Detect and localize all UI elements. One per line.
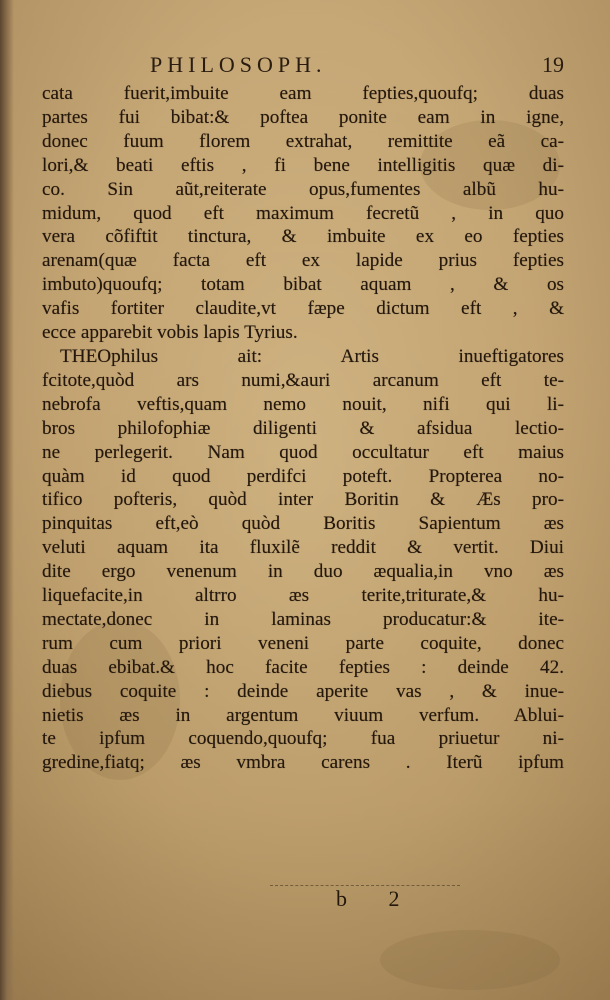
text-line: quàm id quod perdifci poteft. Propterea no-: [42, 465, 564, 487]
text-line: veluti aquam ita fluxilẽ reddit & vertit. Diui: [42, 537, 564, 559]
text-line: vafis fortiter claudite,vt fæpe dictum eft , &: [42, 298, 564, 320]
text-line: nebrofa veftis,quam nemo nouit, nifi qui li-: [42, 393, 564, 415]
text-line: diebus coquite : deinde aperite vas , & inue-: [42, 680, 564, 702]
paragraph-start-line: THEOphilus ait: Artis inueftigatores: [60, 345, 564, 367]
text-line: mectate,donec in laminas producatur:& ite-: [42, 608, 564, 630]
text-line: imbuto)quoufq; totam bibat aquam , & os: [42, 274, 564, 296]
binding-shadow: [0, 0, 14, 1000]
signature-mark: b 2: [336, 886, 418, 911]
text-line: te ipfum coquendo,quoufq; fua priuetur ni-: [42, 728, 564, 750]
paper-stain: [380, 930, 560, 990]
text-line: lori,& beati eftis , fi bene intelligitis quæ di-: [42, 154, 564, 176]
text-line: tifico pofteris, quòd inter Boritin & Æs pro-: [42, 489, 564, 511]
page-header: [40, 52, 570, 82]
text-line: bros philofophiæ diligenti & afsidua lectio-: [42, 417, 564, 439]
text-line: fcitote,quòd ars numi,&auri arcanum eft te-: [42, 369, 564, 391]
text-line: arenam(quæ facta eft ex lapide prius fepties: [42, 250, 564, 272]
body-text: [42, 82, 564, 775]
text-line: partes fui bibat:& poftea ponite eam in igne,: [42, 106, 564, 128]
text-line: pinquitas eft,eò quòd Boritis Sapientum æs: [42, 513, 564, 535]
page-number: 19: [542, 52, 564, 77]
running-head: PHILOSOPH.: [150, 52, 327, 77]
text-line: duas ebibat.& hoc facite fepties : deinde 42.: [42, 656, 564, 678]
text-line: cata fuerit,imbuite eam fepties,quoufq; duas: [42, 83, 564, 104]
text-line: ecce apparebit vobis lapis Tyrius.: [42, 322, 298, 344]
text-line: vera cõfiftit tinctura, & imbuite ex eo fepties: [42, 226, 564, 248]
text-line: dite ergo venenum in duo æqualia,in vno æs: [42, 561, 564, 583]
text-line: nietis æs in argentum viuum verfum. Ablui-: [42, 704, 564, 726]
text-line: rum cum priori veneni parte coquite, donec: [42, 632, 564, 654]
text-line: liquefacite,in altrro æs terite,triturate,& hu-: [42, 585, 564, 607]
text-line: donec fuum florem extrahat, remittite eã ca-: [42, 130, 564, 152]
text-line: midum, quod eft maximum fecretũ , in quo: [42, 202, 564, 224]
text-line: co. Sin aũt,reiterate opus,fumentes albũ hu-: [42, 178, 564, 200]
text-line: ne perlegerit. Nam quod occultatur eft maius: [42, 441, 564, 463]
text-line: gredine,fiatq; æs vmbra carens . Iterũ ipfum: [42, 752, 564, 774]
